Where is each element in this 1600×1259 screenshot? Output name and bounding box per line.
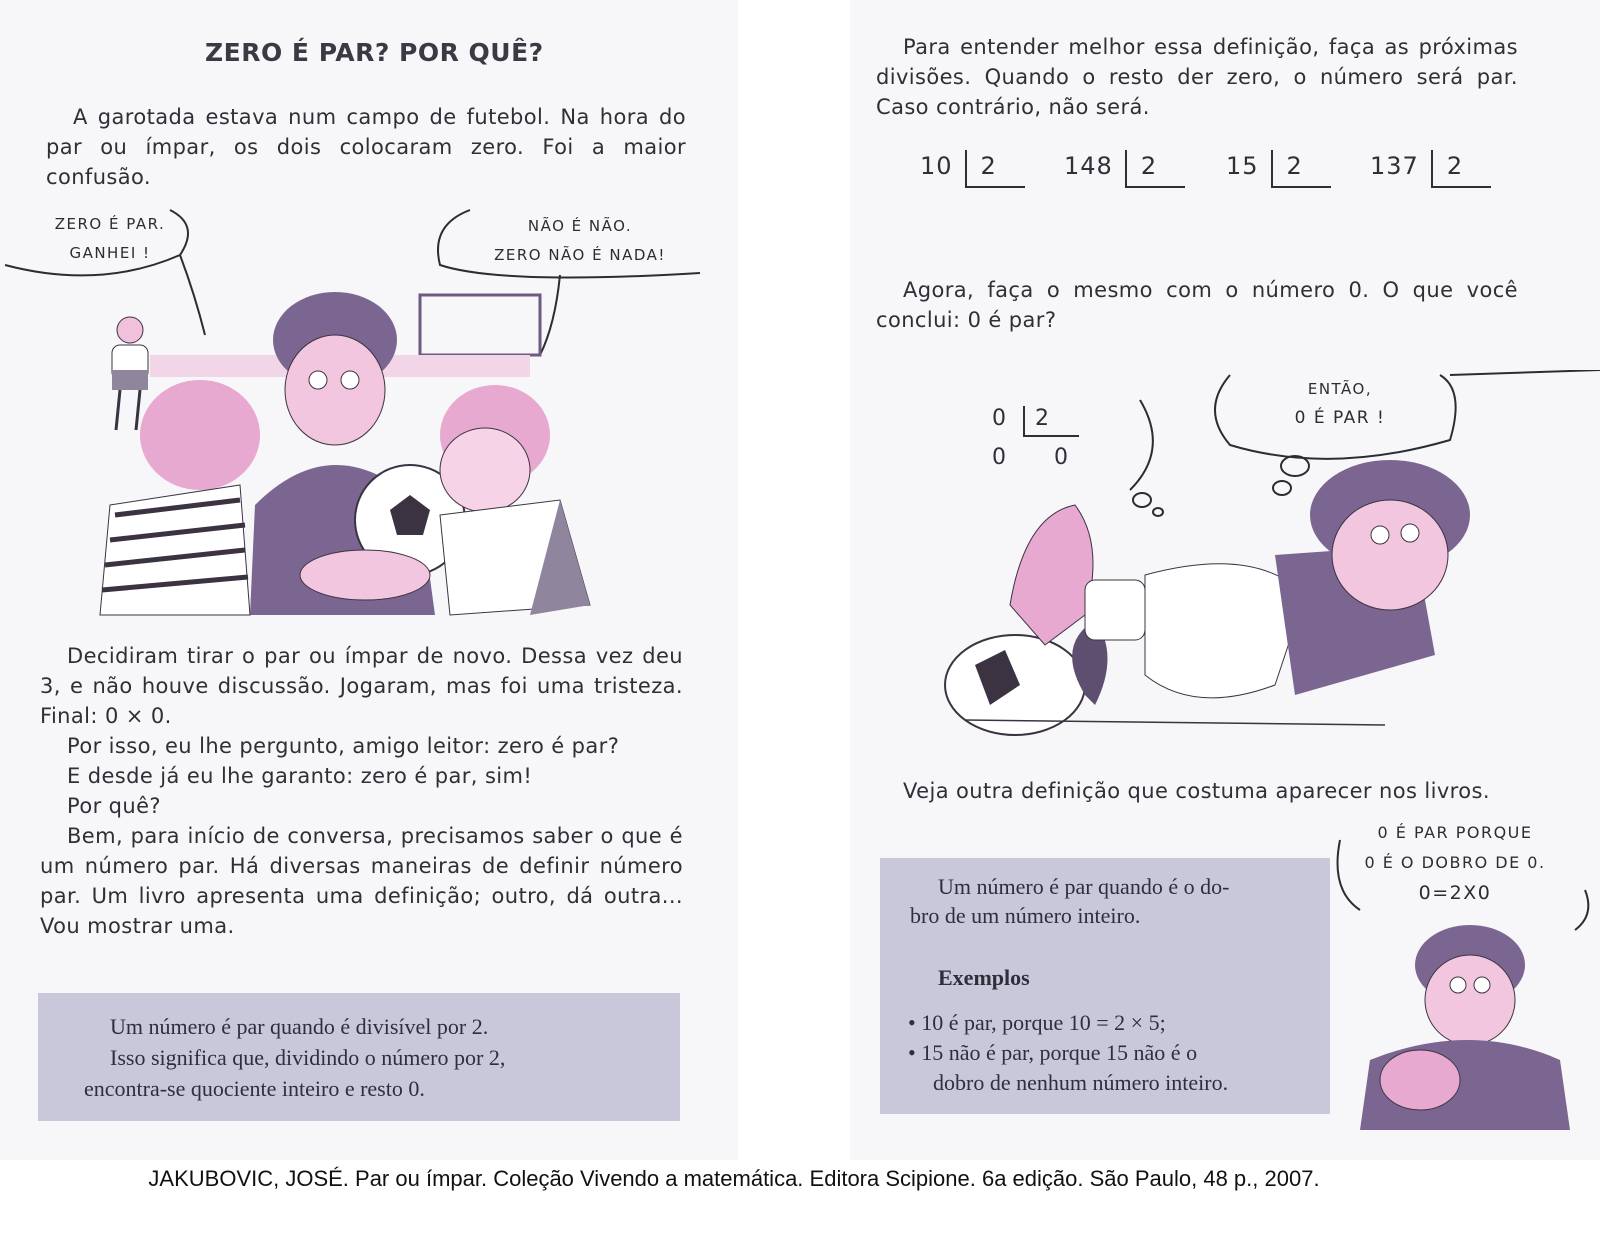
- zero-question-paragraph: Agora, faça o mesmo com o número 0. O que você conclui: 0 é par?: [876, 278, 1518, 332]
- thought-bubble-text: ENTÃO, 0 É PAR !: [1294, 380, 1386, 428]
- page-title: ZERO É PAR? POR QUÊ?: [205, 38, 544, 67]
- speech-bubble-left: ZERO É PAR. GANHEI !: [54, 215, 166, 262]
- another-definition-paragraph: Veja outra definição que costuma aparecer nos livros.: [903, 779, 1490, 803]
- kids-playing-illustration: [90, 285, 610, 640]
- examples-heading: Exemplos: [938, 965, 1030, 990]
- left-page: [0, 0, 738, 1160]
- example-item: • 15 não é par, porque 15 não é o: [908, 1040, 1198, 1065]
- definition-line: bro de um número inteiro.: [910, 903, 1141, 928]
- definition-box-right: [880, 858, 1330, 1114]
- thinking-kid-illustration: [1330, 830, 1600, 1160]
- instruction-paragraph: Para entender melhor essa definição, faça as próximas divisões. Quando o resto der zero, o número será par. Caso contrário, não será.: [876, 35, 1518, 119]
- division-137: 137 2: [1370, 150, 1491, 188]
- division-10: 10 2: [920, 150, 1025, 188]
- definition-box: [38, 993, 680, 1121]
- citation-caption: JAKUBOVIC, JOSÉ. Par ou ímpar. Coleção Vivendo a matemática. Editora Scipione. 6a edição. São Paulo, 48 p., 2007.: [148, 1166, 1320, 1191]
- thought-division: 0 2 0 0: [992, 406, 1079, 470]
- speech-bubble-dobro: 0 É PAR PORQUE 0 É O DOBRO DE 0. 0=2X0: [1364, 823, 1546, 904]
- definition-line: Um número é par quando é o do-: [938, 874, 1230, 899]
- intro-paragraph: A garotada estava num campo de futebol. Na hora do par ou ímpar, os dois colocaram zero. Foi a maior confusão.: [46, 105, 686, 189]
- speech-bubble-right: NÃO É NÃO. ZERO NÃO É NADA!: [494, 217, 666, 264]
- definition-line: Um número é par quando é divisível por 2.: [110, 1014, 489, 1039]
- division-15: 15 2: [1226, 150, 1331, 188]
- division-148: 148 2: [1064, 150, 1185, 188]
- right-page: [850, 0, 1600, 1160]
- resting-kid-illustration: [935, 455, 1505, 740]
- example-item-continued: dobro de nenhum número inteiro.: [933, 1070, 1229, 1095]
- definition-line: Isso significa que, dividindo o número por 2,: [110, 1045, 506, 1070]
- example-item: • 10 é par, porque 10 = 2 × 5;: [908, 1010, 1166, 1035]
- definition-line: encontra-se quociente inteiro e resto 0.: [84, 1076, 425, 1101]
- paragraph-decidiram: Decidiram tirar o par ou ímpar de novo. Dessa vez deu 3, e não houve discussão. Jogaram, mas foi uma tristeza. Final: 0 × 0. Por isso, eu lhe pergunto, amigo leitor: zero é par? E desde já eu lhe garanto: zero é par, sim! Por quê? Bem, para início de conversa, precisamos saber o que é um número par. Há diversas maneiras de definir número par. Um livro apresenta uma definição; outro, dá outra... Vou mostrar uma.: [40, 644, 683, 938]
